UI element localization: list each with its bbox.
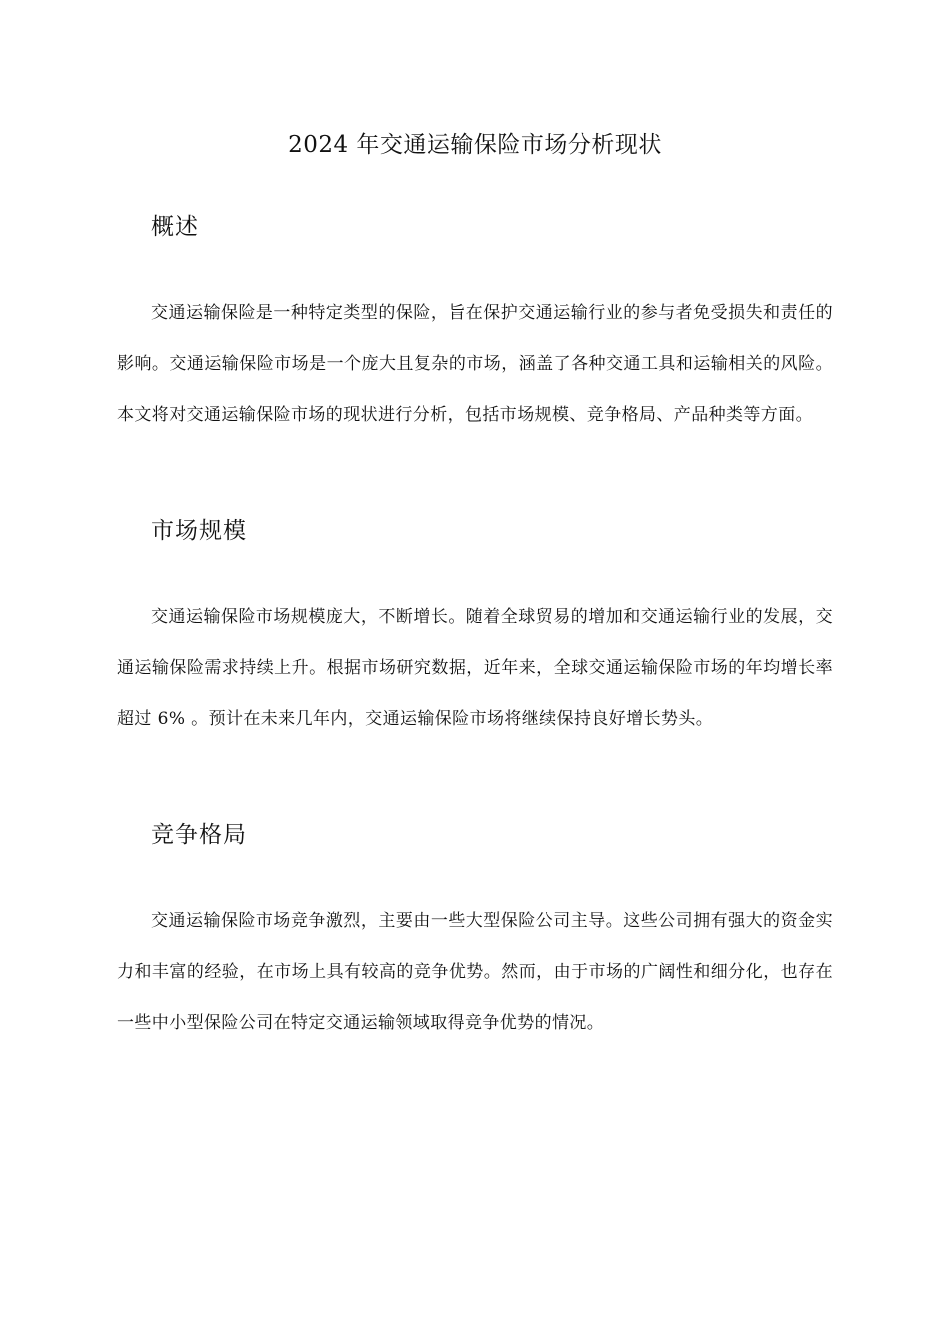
section-heading-overview: 概述	[151, 214, 199, 240]
section-paragraph-market-size: 交通运输保险市场规模庞大，不断增长。随着全球贸易的增加和交通运输行业的发展，交通运输保险需求持续上升。根据市场研究数据，近年来，全球交通运输保险市场的年均增长率超过 6% 。预计在未来几年内，交通运输保险市场将继续保持良好增长势头。	[117, 607, 833, 729]
section-paragraph-overview: 交通运输保险是一种特定类型的保险，旨在保护交通运输行业的参与者免受损失和责任的影响。交通运输保险市场是一个庞大且复杂的市场，涵盖了各种交通工具和运输相关的风险。本文将对交通运输保险市场的现状进行分析，包括市场规模、竞争格局、产品种类等方面。	[117, 303, 833, 425]
section-paragraph-competition: 交通运输保险市场竞争激烈，主要由一些大型保险公司主导。这些公司拥有强大的资金实力和丰富的经验，在市场上具有较高的竞争优势。然而，由于市场的广阔性和细分化，也存在一些中小型保险公司在特定交通运输领域取得竞争优势的情况。	[117, 911, 833, 1033]
document-title: 2024 年交通运输保险市场分析现状	[288, 132, 662, 158]
section-heading-market-size: 市场规模	[151, 518, 247, 544]
section-heading-competition: 竞争格局	[151, 822, 247, 848]
